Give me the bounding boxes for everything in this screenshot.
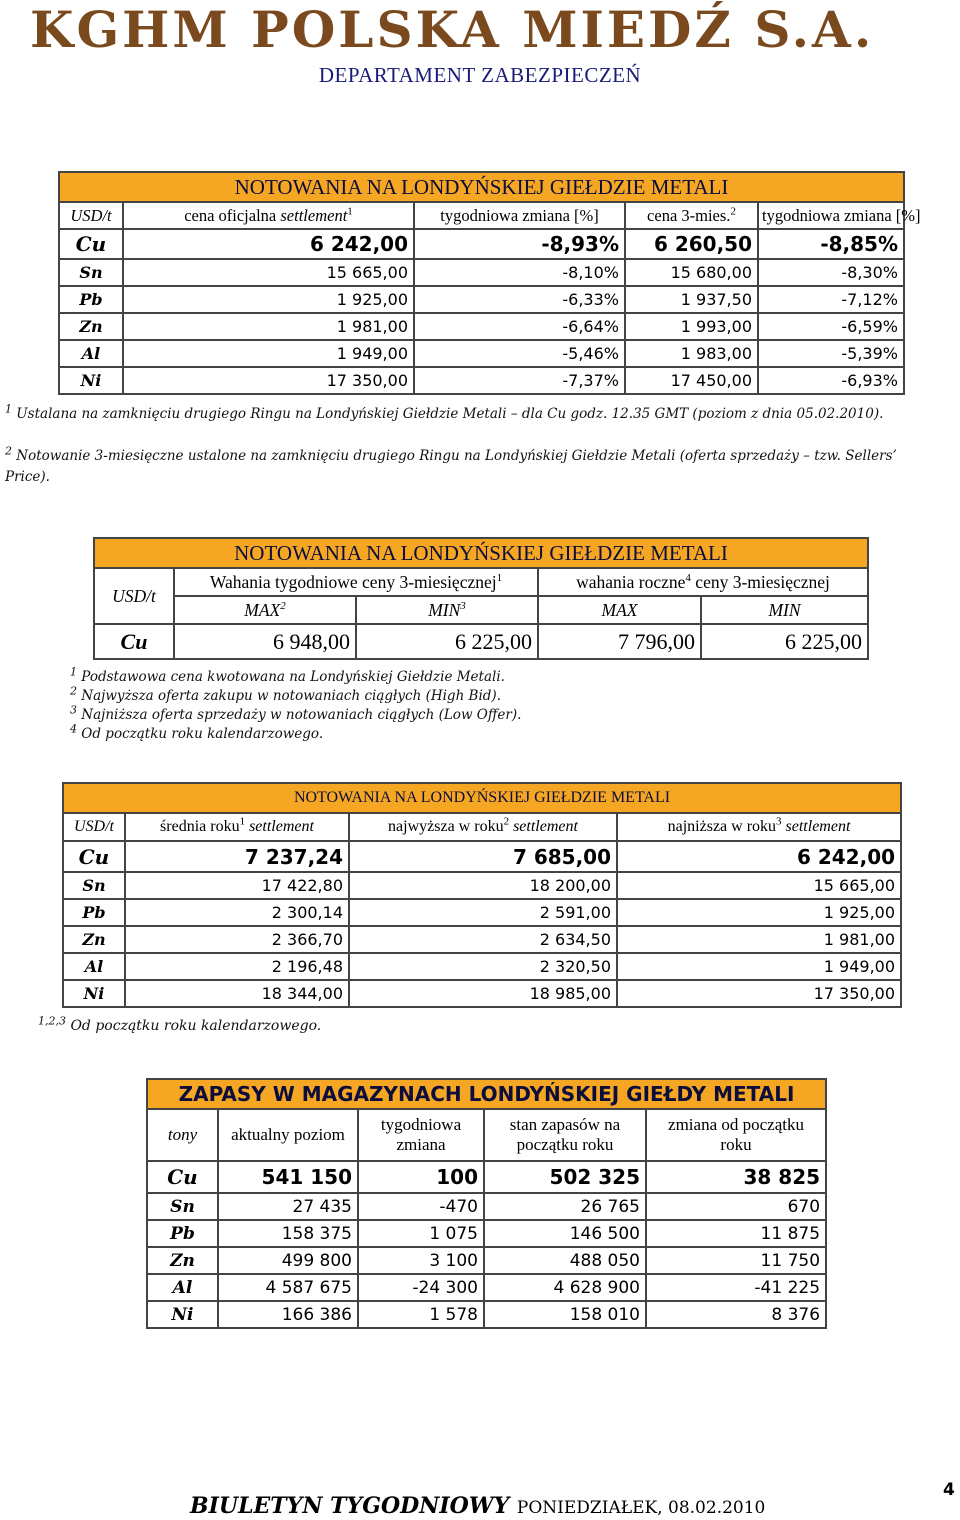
footnote: $^4$ Od początku roku kalendarzowego. — [70, 722, 324, 742]
col-change-since-start: zmiana od początku roku — [646, 1109, 826, 1161]
cell-value: 2 320,50 — [349, 953, 617, 980]
cell-value: 502 325 — [484, 1161, 646, 1193]
cell-value: 488 050 — [484, 1247, 646, 1274]
cell-value: -7,37% — [414, 367, 625, 394]
cell-value: 100 — [358, 1161, 484, 1193]
cell-value: 18 200,00 — [349, 872, 617, 899]
cell-value: -6,93% — [758, 367, 904, 394]
metal-symbol: Cu — [63, 841, 125, 872]
metal-symbol: Sn — [59, 259, 123, 286]
lme-prices-weekly-table — [58, 171, 921, 395]
cell-value: 15 665,00 — [123, 259, 414, 286]
metal-symbol: Al — [63, 953, 125, 980]
cell-value: -41 225 — [646, 1274, 826, 1301]
cell-value: -8,30% — [758, 259, 904, 286]
metal-symbol: Zn — [63, 926, 125, 953]
table-row — [63, 980, 901, 1007]
table-row — [63, 899, 901, 926]
metal-symbol: Pb — [147, 1220, 218, 1247]
cell-value: -6,64% — [414, 313, 625, 340]
unit-header: tony — [147, 1109, 218, 1161]
cell-value: 8 376 — [646, 1301, 826, 1328]
cell-value: 38 825 — [646, 1161, 826, 1193]
cell-value: 3 100 — [358, 1247, 484, 1274]
table-row — [63, 872, 901, 899]
cell-value: 1 949,00 — [617, 953, 901, 980]
table-header-row — [63, 813, 901, 841]
col-group-yearly: wahania roczne$^4$ ceny 3-miesięcznej — [538, 568, 868, 596]
page-number: 4 — [943, 1480, 955, 1500]
cell-value: 1 075 — [358, 1220, 484, 1247]
cell-value: 11 750 — [646, 1247, 826, 1274]
cell-value: 670 — [646, 1193, 826, 1220]
cell-value: -6,59% — [758, 313, 904, 340]
table-row — [147, 1274, 826, 1301]
cell-value: 6 225,00 — [356, 624, 538, 659]
cell-value: -6,33% — [414, 286, 625, 313]
table-title: NOTOWANIA NA LONDYŃSKIEJ GIEŁDZIE METALI — [63, 783, 901, 813]
cell-value: 1 983,00 — [625, 340, 758, 367]
cell-value: 2 300,14 — [125, 899, 349, 926]
table-row — [63, 926, 901, 953]
table-row — [147, 1193, 826, 1220]
cell-value: 7 685,00 — [349, 841, 617, 872]
metal-symbol: Ni — [147, 1301, 218, 1328]
cell-value: 2 591,00 — [349, 899, 617, 926]
cell-value: 1 937,50 — [625, 286, 758, 313]
table-header-row — [59, 202, 904, 229]
cell-value: 1 925,00 — [617, 899, 901, 926]
col-max-yearly: MAX — [538, 596, 701, 624]
footnote: $^1$ Ustalana na zamknięciu drugiego Ringu na Londyńskiej Giełdzie Metali – dla Cu godz. 12.35 GMT (poziom z dnia 05.02.2010). — [5, 402, 884, 422]
table-title: NOTOWANIA NA LONDYŃSKIEJ GIEŁDZIE METALI — [59, 172, 904, 202]
bulletin-date: PONIEDZIAŁEK, 08.02.2010 — [516, 1498, 766, 1518]
footnote: $^2$ Notowanie 3-miesięczne ustalone na zamknięciu drugiego Ringu na Londyńskiej Giełdzie Metali (oferta sprzedaży – tzw. Sellers’ Price). — [5, 444, 897, 485]
cell-value: 18 344,00 — [125, 980, 349, 1007]
cell-value: -470 — [358, 1193, 484, 1220]
cell-value: 6 260,50 — [625, 229, 758, 259]
cell-value: -24 300 — [358, 1274, 484, 1301]
cell-value: 18 985,00 — [349, 980, 617, 1007]
table-row — [63, 841, 901, 872]
cell-value: 1 925,00 — [123, 286, 414, 313]
table-title: NOTOWANIA NA LONDYŃSKIEJ GIEŁDZIE METALI — [94, 538, 868, 568]
cell-value: 158 375 — [218, 1220, 358, 1247]
col-year-high: najwyższa w roku$^2$ settlement — [349, 813, 617, 841]
table-subheader-row — [94, 596, 868, 624]
table-row — [147, 1161, 826, 1193]
cell-value: 26 765 — [484, 1193, 646, 1220]
col-year-low: najniższa w roku$^3$ settlement — [617, 813, 901, 841]
cell-value: -8,85% — [758, 229, 904, 259]
cell-value: 27 435 — [218, 1193, 358, 1220]
department-title: DEPARTAMENT ZABEZPIECZEŃ — [318, 63, 642, 87]
metal-symbol: Ni — [59, 367, 123, 394]
metal-symbol: Zn — [59, 313, 123, 340]
table-row — [59, 313, 904, 340]
table-row — [63, 953, 901, 980]
footnote: $^3$ Najniższa oferta sprzedaży w notowaniach ciągłych (Low Offer). — [70, 703, 522, 723]
metal-symbol: Pb — [59, 286, 123, 313]
metal-symbol: Ni — [63, 980, 125, 1007]
cell-value: 7 237,24 — [125, 841, 349, 872]
cell-value: 7 796,00 — [538, 624, 701, 659]
cell-value: -5,39% — [758, 340, 904, 367]
cell-value: 499 800 — [218, 1247, 358, 1274]
cell-value: -5,46% — [414, 340, 625, 367]
cell-value: 6 948,00 — [174, 624, 356, 659]
cell-value: 1 949,00 — [123, 340, 414, 367]
metal-symbol: Al — [59, 340, 123, 367]
cell-value: 1 981,00 — [123, 313, 414, 340]
cell-value: 4 628 900 — [484, 1274, 646, 1301]
footnote: $^1$ Podstawowa cena kwotowana na Londyńskiej Giełdzie Metali. — [70, 665, 505, 685]
table-row — [147, 1247, 826, 1274]
col-3m-price: cena 3-mies.$^2$ — [625, 202, 758, 229]
cell-value: 166 386 — [218, 1301, 358, 1328]
metal-symbol: Pb — [63, 899, 125, 926]
col-weekly-change: tygodniowa zmiana — [358, 1109, 484, 1161]
metal-symbol: Cu — [59, 229, 123, 259]
table-row — [59, 286, 904, 313]
table-header-row — [147, 1109, 826, 1161]
unit-header: USD/t — [63, 813, 125, 841]
cell-value: 17 450,00 — [625, 367, 758, 394]
table-header-row — [94, 568, 868, 596]
metal-symbol: Sn — [147, 1193, 218, 1220]
lme-price-range-table — [93, 537, 869, 660]
table-row — [59, 340, 904, 367]
col-official-price: cena oficjalna settlement$^1$ — [123, 202, 414, 229]
footnote: $^{1,2,3}$ Od początku roku kalendarzowego. — [38, 1014, 322, 1034]
company-logo-text: KGHM POLSKA MIEDŹ S.A. — [30, 0, 875, 59]
col-year-average: średnia roku$^1$ settlement — [125, 813, 349, 841]
col-group-weekly: Wahania tygodniowe ceny 3-miesięcznej$^1$ — [174, 568, 538, 596]
table-row — [59, 229, 904, 259]
cell-value: -7,12% — [758, 286, 904, 313]
cell-value: 6 225,00 — [701, 624, 868, 659]
table-row — [147, 1301, 826, 1328]
lme-stocks-table — [146, 1078, 827, 1329]
cell-value: 1 993,00 — [625, 313, 758, 340]
cell-value: 15 665,00 — [617, 872, 901, 899]
cell-value: 2 196,48 — [125, 953, 349, 980]
bulletin-title: BIULETYN TYGODNIOWY — [190, 1493, 510, 1519]
table-title: ZAPASY W MAGAZYNACH LONDYŃSKIEJ GIEŁDY METALI — [147, 1079, 826, 1109]
table-row — [147, 1220, 826, 1247]
col-min-yearly: MIN — [701, 596, 868, 624]
cell-value: 6 242,00 — [123, 229, 414, 259]
bulletin-footer — [190, 1493, 765, 1519]
col-min-weekly: MIN$^3$ — [356, 596, 538, 624]
table-row — [94, 624, 868, 659]
cell-value: -8,10% — [414, 259, 625, 286]
metal-symbol: Sn — [63, 872, 125, 899]
cell-value: 6 242,00 — [617, 841, 901, 872]
cell-value: 17 350,00 — [617, 980, 901, 1007]
unit-header: USD/t — [94, 568, 174, 624]
cell-value: 17 422,80 — [125, 872, 349, 899]
cell-value: 15 680,00 — [625, 259, 758, 286]
cell-value: 1 578 — [358, 1301, 484, 1328]
cell-value: 541 150 — [218, 1161, 358, 1193]
table-row — [59, 367, 904, 394]
col-weekly-change-1: tygodniowa zmiana [%] — [414, 202, 625, 229]
col-max-weekly: MAX$^2$ — [174, 596, 356, 624]
col-start-of-year: stan zapasów na początku roku — [484, 1109, 646, 1161]
cell-value: 158 010 — [484, 1301, 646, 1328]
metal-symbol: Zn — [147, 1247, 218, 1274]
col-current-level: aktualny poziom — [218, 1109, 358, 1161]
cell-value: -8,93% — [414, 229, 625, 259]
footnote: $^2$ Najwyższa oferta zakupu w notowaniach ciągłych (High Bid). — [70, 684, 501, 704]
metal-symbol: Cu — [147, 1161, 218, 1193]
cell-value: 146 500 — [484, 1220, 646, 1247]
cell-value: 11 875 — [646, 1220, 826, 1247]
cell-value: 2 366,70 — [125, 926, 349, 953]
cell-value: 1 981,00 — [617, 926, 901, 953]
cell-value: 17 350,00 — [123, 367, 414, 394]
lme-yearly-prices-table — [62, 782, 902, 1008]
table-row — [59, 259, 904, 286]
col-weekly-change-2: tygodniowa zmiana [%] — [758, 202, 904, 229]
cell-value: 2 634,50 — [349, 926, 617, 953]
unit-header: USD/t — [59, 202, 123, 229]
cell-value: 4 587 675 — [218, 1274, 358, 1301]
metal-symbol: Cu — [94, 624, 174, 659]
metal-symbol: Al — [147, 1274, 218, 1301]
